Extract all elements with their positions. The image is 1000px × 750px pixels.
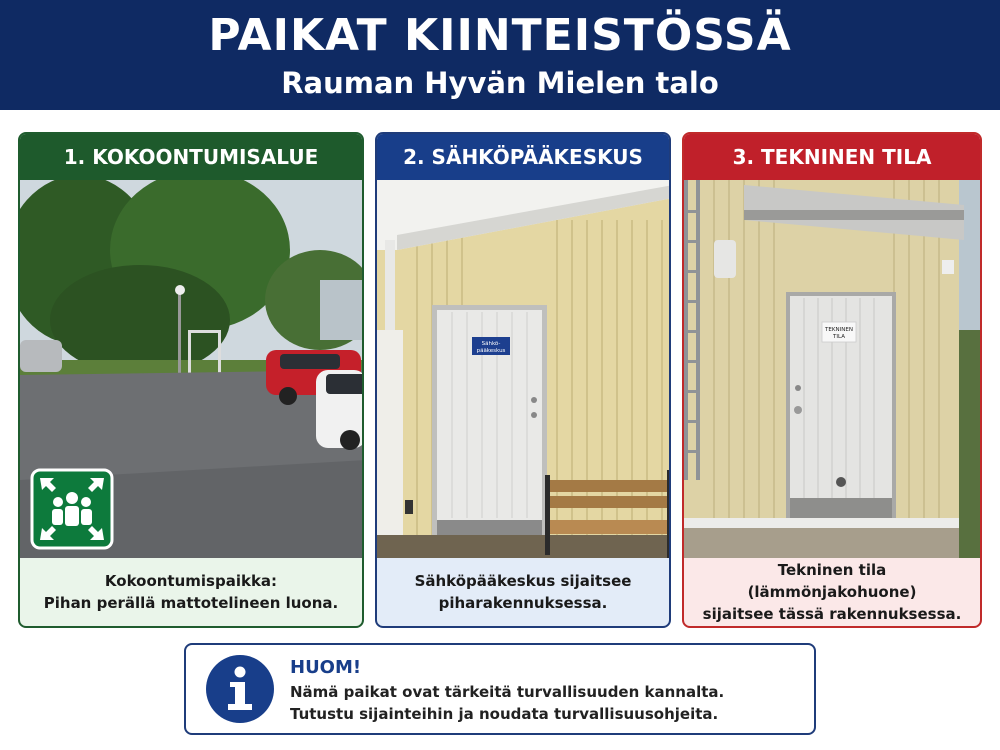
card-technical-room: [682, 132, 982, 628]
card-assembly-area: [18, 132, 364, 628]
page-title: PAIKAT KIINTEISTÖSSÄ: [208, 10, 792, 61]
electrical-room-photo: [377, 180, 669, 558]
notice-box: [184, 643, 816, 735]
caption-line-1: Tekninen tila (lämmönjakohuone): [747, 561, 917, 601]
notice-line-2: Tutustu sijainteihin ja noudata turvallisuusohjeita.: [290, 705, 719, 723]
assembly-area-photo: [20, 180, 362, 558]
card-caption: [377, 558, 669, 626]
page-subtitle: Rauman Hyvän Mielen talo: [281, 66, 719, 100]
caption-line-2: sijaitsee tässä rakennuksessa.: [702, 605, 962, 623]
caption-line-2: Pihan perällä mattotelineen luona.: [43, 594, 339, 612]
door-sign-line-1: TEKNINEN: [825, 327, 853, 333]
caption-line-2: piharakennuksessa.: [438, 594, 608, 612]
card-heading: 2. SÄHKÖPÄÄKESKUS: [377, 134, 669, 180]
notice-line-1: Nämä paikat ovat tärkeitä turvallisuuden kannalta.: [290, 683, 725, 701]
electrical-room-illustration: [377, 180, 671, 558]
card-heading: 1. KOKOONTUMISALUE: [20, 134, 362, 180]
card-caption: [684, 558, 980, 626]
notice-title: HUOM!: [290, 657, 362, 678]
assembly-point-icon: [32, 470, 112, 548]
door-sign-line-1: Sähkö-: [481, 341, 501, 347]
assembly-area-illustration: [20, 180, 364, 558]
technical-room-photo: [684, 180, 980, 558]
info-icon: [206, 655, 274, 723]
door-sign-line-2: TILA: [833, 334, 845, 340]
caption-line-1: Kokoontumispaikka:: [104, 572, 278, 590]
card-main-electrical: [375, 132, 671, 628]
header-banner: [0, 0, 1000, 110]
door-sign-line-2: pääkeskus: [476, 348, 506, 354]
card-heading: 3. TEKNINEN TILA: [684, 134, 980, 180]
caption-line-1: Sähköpääkeskus sijaitsee: [414, 572, 632, 590]
technical-room-illustration: [684, 180, 982, 558]
card-caption: [20, 558, 362, 626]
